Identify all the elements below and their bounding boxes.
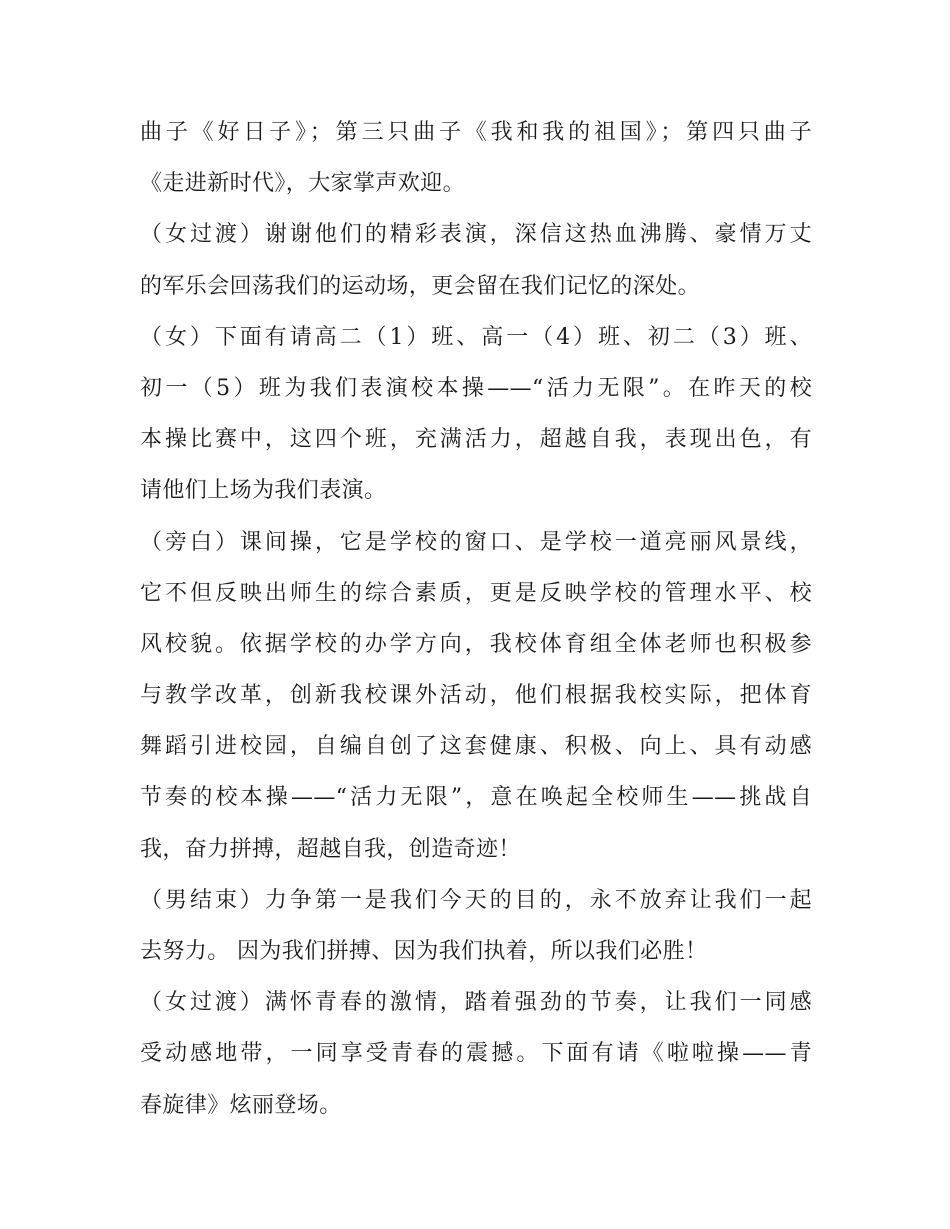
- text-line: 舞蹈引进校园，自编自创了这套健康、积极、向上、具有动感: [140, 734, 812, 760]
- text-line: 请他们上场为我们表演。: [140, 478, 387, 504]
- text-line: 我，奋力拼搏，超越自我，创造奇迹！: [140, 836, 521, 862]
- text-line: 春旋律》炫丽登场。: [140, 1092, 342, 1118]
- text-line: （女过渡）满怀青春的激情，踏着强劲的节奏，让我们一同感: [140, 990, 812, 1016]
- text-line: 曲子《好日子》；第三只曲子《我和我的祖国》；第四只曲子: [140, 120, 812, 145]
- text-line: （女）下面有请高二（1）班、高一（4）班、初二（3）班、: [140, 324, 812, 350]
- text-line: 去努力。 因为我们拼搏、因为我们执着，所以我们必胜！: [140, 939, 708, 964]
- text-line: （旁白）课间操，它是学校的窗口、是学校一道亮丽风景线，: [140, 529, 812, 555]
- text-line: 《走进新时代》，大家掌声欢迎。: [140, 171, 466, 197]
- text-line: （男结束）力争第一是我们今天的目的，永不放弃让我们一起: [140, 887, 812, 913]
- text-line: 节奏的校本操——“活力无限”，意在唤起全校师生——挑战自: [140, 785, 812, 811]
- text-line: 初一（5）班为我们表演校本操——“活力无限”。在昨天的校: [140, 375, 812, 401]
- text-line: 本操比赛中，这四个班，充满活力，超越自我，表现出色，有: [140, 427, 812, 453]
- text-line: 它不但反映出师生的综合素质，更是反映学校的管理水平、校: [140, 580, 812, 606]
- document-body: [140, 107, 812, 1131]
- text-line: （女过渡）谢谢他们的精彩表演，深信这热血沸腾、豪情万丈: [140, 222, 812, 248]
- text-line: 的军乐会回荡我们的运动场，更会留在我们记忆的深处。: [140, 273, 701, 299]
- text-line: 受动感地带，一同享受青春的震撼。下面有请《啦啦操——青: [140, 1041, 812, 1067]
- text-line: 风校貌。依据学校的办学方向，我校体育组全体老师也积极参: [140, 631, 812, 657]
- text-line: 与教学改革，创新我校课外活动，他们根据我校实际，把体育: [140, 683, 812, 709]
